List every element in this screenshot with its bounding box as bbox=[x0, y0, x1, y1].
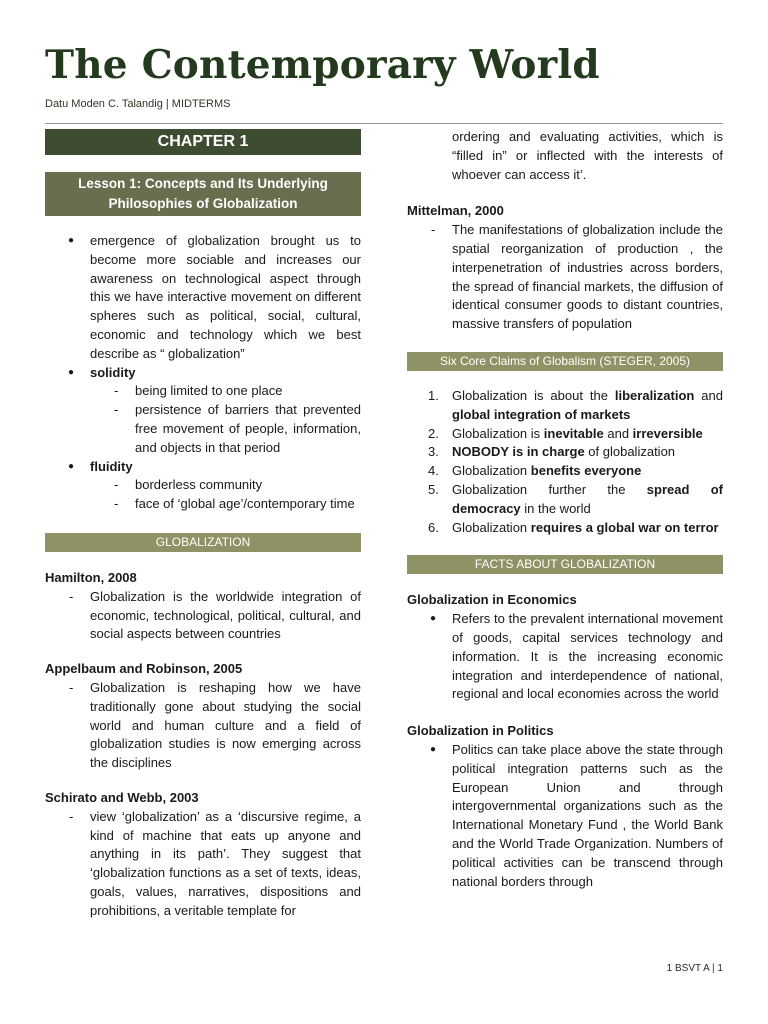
intro-bullet: ● emergence of globalization brought us to become more sociable and increases our awareness on technological aspect through this we have interactive movement on different spheres such as political, social, cultural, economic and technology which we best describe as “ globalization” bbox=[90, 232, 361, 364]
lesson-heading: Lesson 1: Concepts and Its Underlying Philosophies of Globalization bbox=[45, 172, 361, 216]
core-claims-section-heading: Six Core Claims of Globalism (STEGER, 2005) bbox=[407, 352, 723, 371]
author-quote: - view ‘globalization’ as a ‘discursive regime, a kind of machine that eats up anyone and anything in its path’. They suggest that ‘globalization functions as a set of texts, ideas, goals, values, narratives, dispositions and prohibitions, a veritable template for bbox=[90, 808, 361, 921]
author-heading: Hamilton, 2008 bbox=[45, 569, 137, 585]
claim-item: 6. Globalization requires a global war on terror bbox=[428, 519, 719, 535]
solidity-sublist bbox=[90, 382, 361, 457]
chapter-heading: CHAPTER 1 bbox=[45, 129, 361, 155]
author-quote: - Globalization is the worldwide integration of economic, technological, political, cultural, and social aspects between countries bbox=[90, 588, 361, 644]
economics-item: ● Refers to the prevalent international movement of goods, capital services technology and information. It is the increasing economic integration and interdependence of national, regional and local economies across the world bbox=[452, 610, 723, 704]
politics-heading: Globalization in Politics bbox=[407, 723, 554, 739]
solidity-bullet bbox=[90, 364, 361, 458]
core-claims-list bbox=[407, 387, 723, 537]
author-quote-list bbox=[45, 588, 361, 644]
economics-list bbox=[407, 610, 723, 704]
fluidity-bullet bbox=[90, 458, 361, 514]
claim-item: 4. Globalization benefits everyone bbox=[428, 463, 642, 479]
solidity-item: - being limited to one place bbox=[135, 382, 361, 401]
facts-section-heading: FACTS ABOUT GLOBALIZATION bbox=[407, 555, 723, 574]
fluidity-item: - face of ‘global age’/contemporary time bbox=[135, 495, 361, 514]
left-column bbox=[45, 128, 361, 921]
claim-item: 2. Globalization is inevitable and irreversible bbox=[428, 425, 703, 441]
globalization-section-heading: GLOBALIZATION bbox=[45, 533, 361, 552]
document-title: The Contemporary World bbox=[45, 42, 600, 88]
author-heading: Mittelman, 2000 bbox=[407, 203, 504, 219]
author-quote-list bbox=[45, 808, 361, 921]
fluidity-item: - borderless community bbox=[135, 476, 361, 495]
fluidity-label: fluidity bbox=[90, 458, 133, 474]
claim-item: 3. NOBODY is in charge of globalization bbox=[428, 444, 676, 460]
politics-list bbox=[407, 741, 723, 891]
author-heading: Appelbaum and Robinson, 2005 bbox=[45, 661, 243, 677]
header-divider bbox=[45, 123, 723, 124]
author-quote-list bbox=[407, 221, 723, 334]
document-subtitle: Datu Moden C. Talandig | MIDTERMS bbox=[45, 98, 231, 110]
solidity-item: - persistence of barriers that prevented free movement of people, information, and objects in that period bbox=[135, 401, 361, 457]
author-heading: Schirato and Webb, 2003 bbox=[45, 789, 199, 805]
author-quote: - Globalization is reshaping how we have traditionally gone about studying the social world and human culture and a field of globalization studies is now emerging across the disciplines bbox=[90, 679, 361, 773]
author-quote-list bbox=[45, 679, 361, 773]
continuation-text: ordering and evaluating activities, which is “filled in” or inflected with the interests of whoever can access it’. bbox=[452, 129, 723, 182]
author-quote: - The manifestations of globalization include the spatial reorganization of production , the interpenetration of industries across borders, the spread of financial markets, the diffusion of identical consumer goods to distant countries, massive transfers of population bbox=[452, 221, 723, 334]
economics-heading: Globalization in Economics bbox=[407, 592, 577, 608]
claim-item: 1. Globalization is about the liberalization and global integration of markets bbox=[428, 387, 723, 422]
fluidity-sublist bbox=[90, 476, 361, 514]
claim-item: 5. Globalization further the spread of democracy in the world bbox=[428, 481, 724, 516]
page-footer: 1 BSVT A | 1 bbox=[666, 963, 723, 974]
intro-bullet-list bbox=[45, 232, 361, 514]
solidity-label: solidity bbox=[90, 364, 136, 380]
politics-item: ● Politics can take place above the state through political integration patterns such as the European Union and through intergovernmental organizations such as the International Monetary Fund , the World Bank and the World Trade Organization. Numbers of political activities can be transcend through national borders through bbox=[452, 741, 723, 891]
right-column bbox=[407, 128, 723, 891]
